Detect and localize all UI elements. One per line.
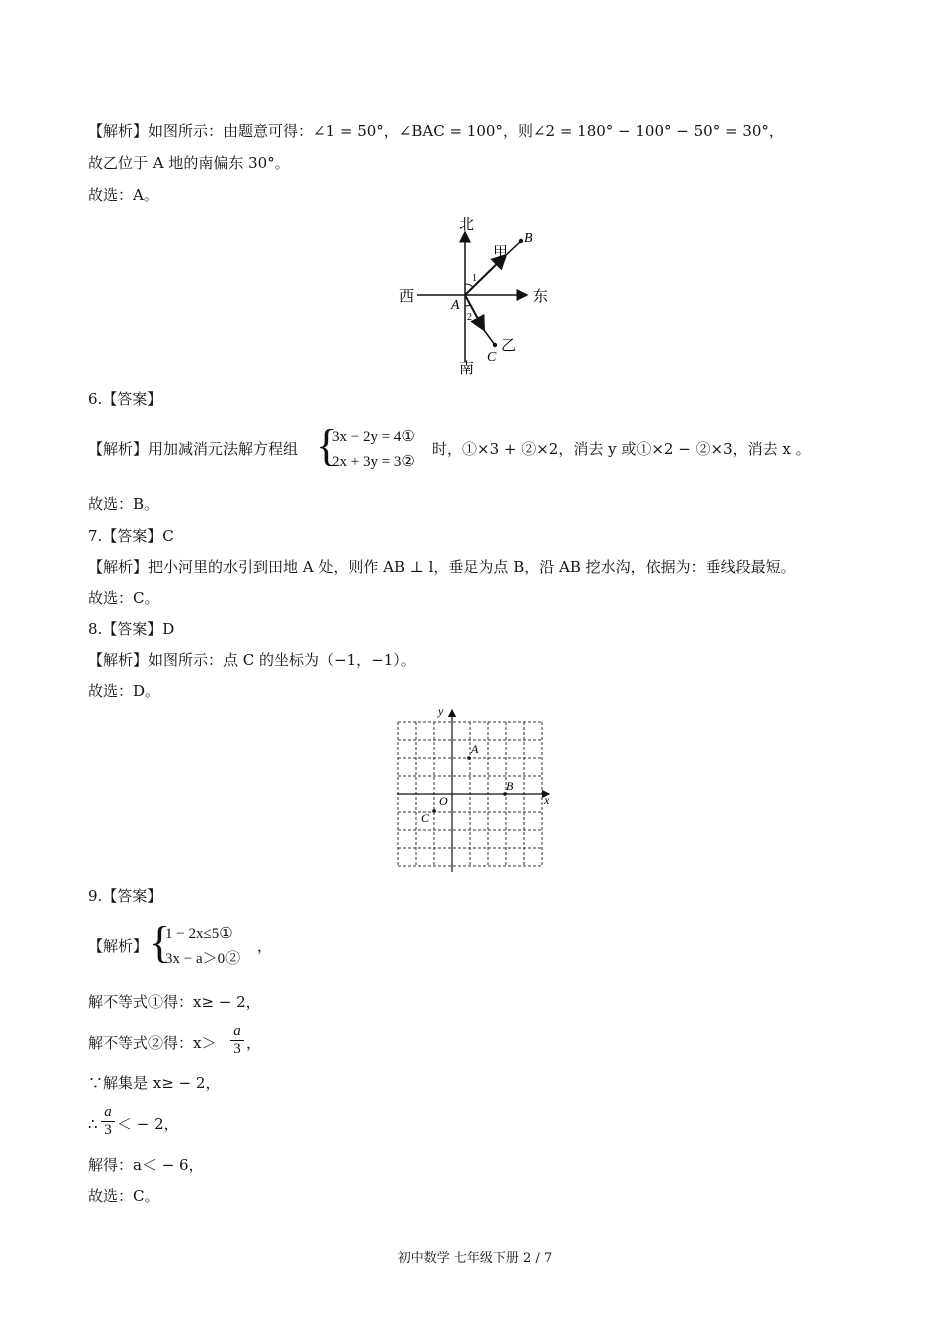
q9-eq2: 3x − a＞0②	[165, 951, 241, 967]
coordinate-grid-diagram	[392, 704, 557, 874]
north-label: 北	[459, 217, 475, 233]
grid-point-b-label: B	[506, 779, 514, 793]
q8-answer: 8.【答案】D	[88, 620, 175, 638]
q6-analysis-prefix: 【解析】用加减消元法解方程组	[88, 440, 299, 458]
origin-label: O	[439, 794, 448, 808]
grid-point-c-label: C	[421, 811, 430, 825]
west-label: 西	[399, 289, 415, 305]
q6-eq1: 3x − 2y = 4①	[332, 429, 415, 445]
x-axis-label: x	[544, 793, 550, 807]
q6-brace: {	[316, 421, 338, 470]
q6-eq2: 2x + 3y = 3②	[332, 454, 415, 470]
q9-step1: 解不等式①得：x≥ − 2，	[88, 993, 261, 1011]
q7-choice: 故选：C。	[88, 589, 160, 607]
jia-label: 甲	[493, 245, 509, 261]
q6-analysis-suffix: 时，①×3 + ②×2，消去 y 或①×2 − ②×3，消去 x 。	[432, 440, 811, 458]
q9-answer: 9.【答案】	[88, 887, 163, 905]
fraction-denominator: 3	[101, 1121, 115, 1139]
yi-label: 乙	[501, 338, 517, 354]
q9-step2-fraction	[230, 1023, 244, 1058]
compass-diagram	[385, 212, 560, 377]
q8-choice: 故选：D。	[88, 682, 161, 700]
page-footer: 初中数学 七年级下册 2 / 7	[397, 1251, 553, 1266]
q9-step4-fraction	[101, 1104, 115, 1139]
fraction-numerator: a	[233, 1023, 241, 1039]
q9-step4-suffix: ＜ − 2，	[117, 1115, 179, 1133]
q6-choice: 故选：B。	[88, 495, 160, 513]
q7-answer: 7.【答案】C	[88, 527, 174, 545]
q9-brace: {	[149, 918, 171, 967]
grid-point-a-label: A	[471, 742, 479, 756]
angle-1-label: 1	[472, 273, 477, 284]
point-b-label: B	[524, 231, 533, 246]
q8-analysis: 【解析】如图所示：点 C 的坐标为（−1，−1）。	[88, 651, 416, 669]
q9-step5: 解得：a＜ − 6，	[88, 1156, 204, 1174]
q9-choice: 故选：C。	[88, 1187, 160, 1205]
choice-q5: 故选：A。	[88, 186, 159, 204]
angle-2-label: 2	[467, 312, 472, 323]
q9-step3: ∵解集是 x≥ − 2，	[88, 1074, 221, 1092]
q9-eq1: 1 − 2x≤5①	[165, 926, 233, 942]
q7-analysis: 【解析】把小河里的水引到田地 A 处，则作 AB ⊥ l，垂足为点 B，沿 AB 挖水沟，依据为：垂线段最短。	[88, 558, 796, 576]
q9-analysis-prefix: 【解析】	[88, 937, 149, 955]
analysis-q5-line1: 【解析】如图所示：由题意可得：∠1 = 50°，∠BAC = 100°，则∠2 = 180° − 100° − 50° = 30°，	[88, 122, 784, 140]
point-c-label: C	[487, 350, 497, 365]
q9-step2-prefix: 解不等式②得：x＞	[88, 1034, 217, 1052]
y-axis-label: y	[438, 704, 444, 718]
q9-step4-prefix: ∴	[88, 1115, 98, 1133]
fraction-numerator: a	[104, 1104, 112, 1120]
q6-answer: 6.【答案】	[88, 390, 163, 408]
south-label: 南	[459, 361, 475, 377]
analysis-q5-line2: 故乙位于 A 地的南偏东 30°。	[88, 154, 290, 172]
east-label: 东	[533, 289, 549, 305]
q9-step2-suffix: ，	[246, 1034, 262, 1052]
point-a-label: A	[451, 298, 460, 313]
fraction-denominator: 3	[230, 1040, 244, 1058]
q9-comma: ，	[257, 937, 273, 955]
